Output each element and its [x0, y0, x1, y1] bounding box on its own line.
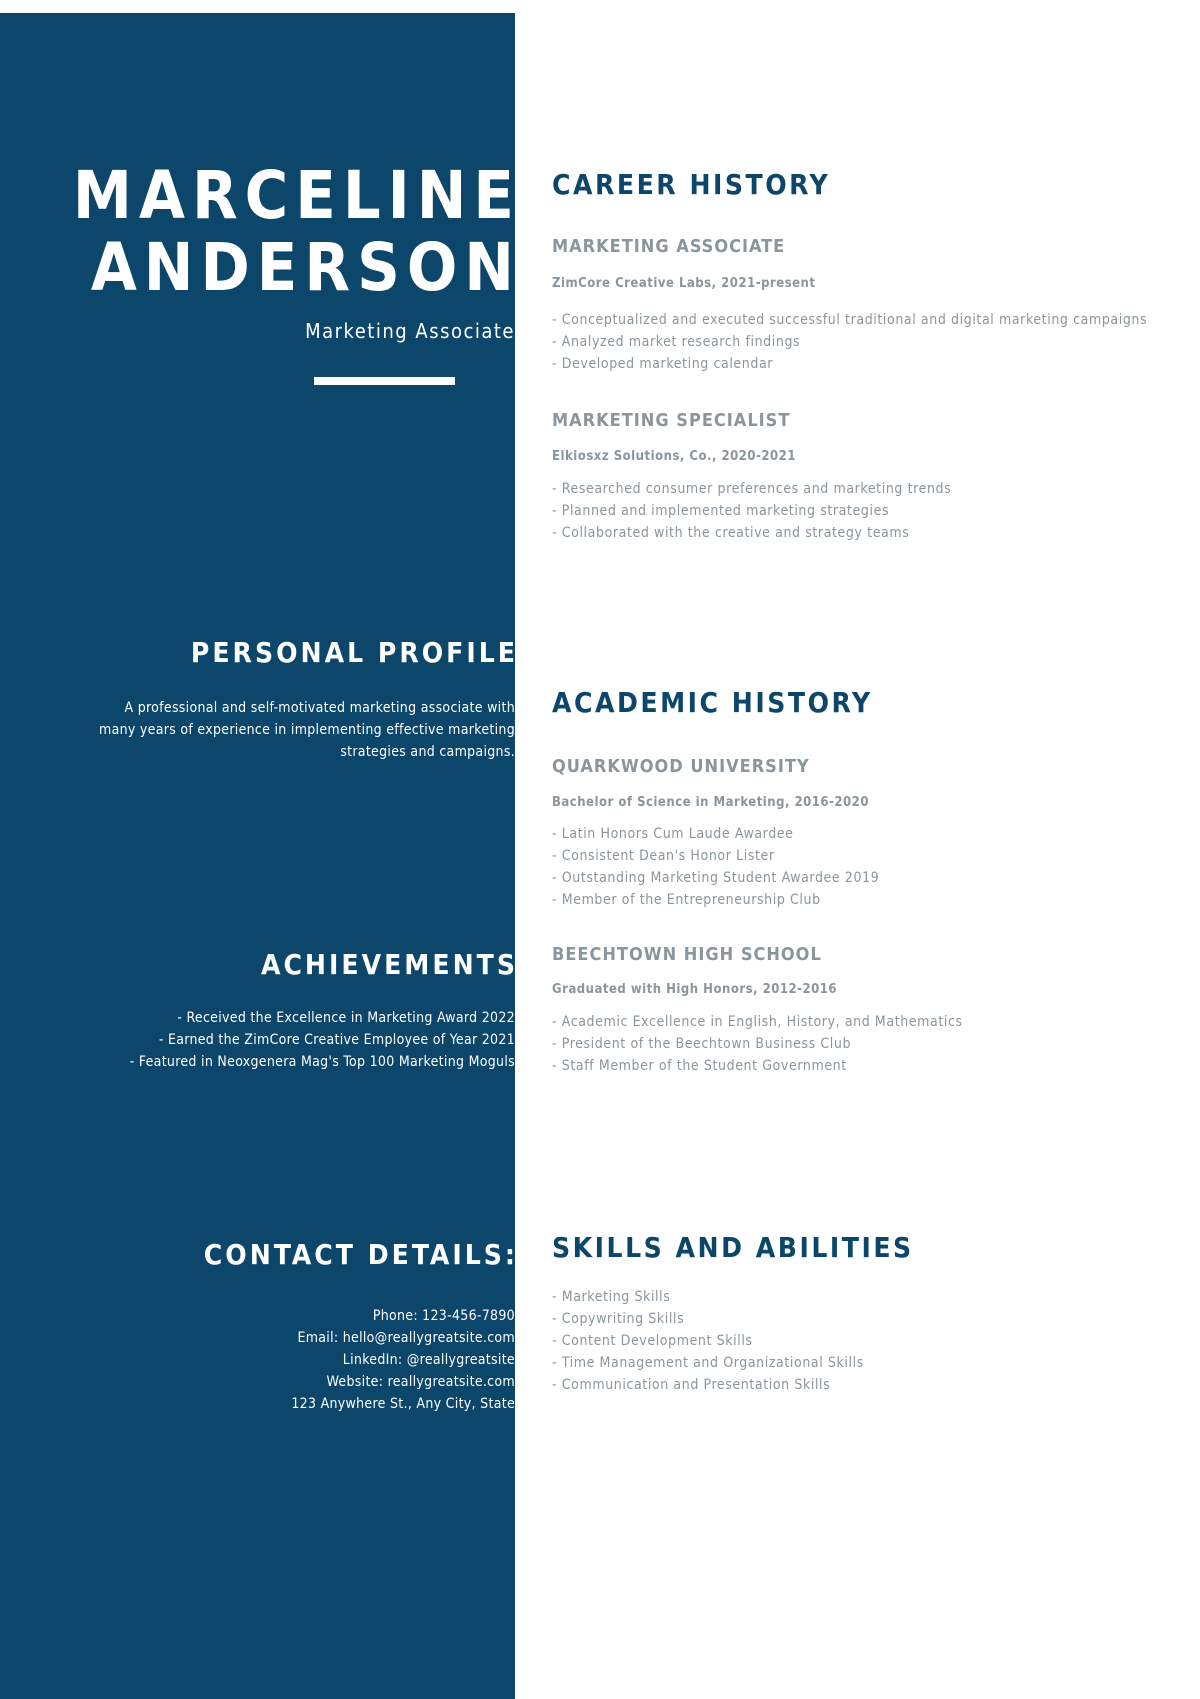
school-bullet: - President of the Beechtown Business Club — [552, 1036, 852, 1052]
academic-history-heading: ACADEMIC HISTORY — [552, 686, 873, 719]
skills-list — [552, 1286, 864, 1396]
school-bullets — [552, 823, 879, 911]
job-bullet: - Planned and implemented marketing strategies — [552, 503, 890, 519]
candidate-name — [72, 157, 521, 306]
achievement-item: - Featured in Neoxgenera Mag's Top 100 Marketing Moguls — [129, 1054, 515, 1070]
profile-line: many years of experience in implementing effective marketing — [99, 722, 515, 738]
achievement-item: - Received the Excellence in Marketing Award 2022 — [177, 1010, 515, 1026]
school-bullet: - Consistent Dean's Honor Lister — [552, 848, 775, 864]
personal-profile-text — [99, 697, 515, 763]
job-role: MARKETING SPECIALIST — [552, 410, 791, 431]
job-bullet: - Collaborated with the creative and strategy teams — [552, 525, 910, 541]
job-bullet: - Researched consumer preferences and marketing trends — [552, 481, 952, 497]
achievements-list — [130, 1007, 515, 1073]
contact-address: 123 Anywhere St., Any City, State — [291, 1396, 515, 1412]
job-role: MARKETING ASSOCIATE — [552, 236, 786, 257]
job-org: Elkiosxz Solutions, Co., 2020-2021 — [552, 449, 796, 464]
job-bullets — [552, 478, 951, 544]
job-org: ZimCore Creative Labs, 2021-present — [552, 276, 816, 291]
contact-phone: Phone: 123-456-7890 — [372, 1308, 515, 1324]
contact-list — [291, 1305, 515, 1415]
skill-item: - Copywriting Skills — [552, 1311, 685, 1327]
skill-item: - Time Management and Organizational Skills — [552, 1355, 864, 1371]
career-history-heading: CAREER HISTORY — [552, 168, 831, 201]
school-degree: Bachelor of Science in Marketing, 2016-2020 — [552, 795, 869, 810]
school-bullet: - Academic Excellence in English, History, and Mathematics — [552, 1014, 963, 1030]
school-bullet: - Latin Honors Cum Laude Awardee — [552, 826, 794, 842]
contact-website: Website: reallygreatsite.com — [326, 1374, 515, 1390]
profile-line: strategies and campaigns. — [340, 744, 515, 760]
skill-item: - Marketing Skills — [552, 1289, 671, 1305]
achievements-heading: ACHIEVEMENTS — [260, 948, 518, 981]
school-name: QUARKWOOD UNIVERSITY — [552, 756, 810, 777]
school-bullet: - Staff Member of the Student Government — [552, 1058, 847, 1074]
school-name: BEECHTOWN HIGH SCHOOL — [552, 944, 822, 965]
last-name: ANDERSON — [90, 229, 521, 306]
school-bullet: - Member of the Entrepreneurship Club — [552, 892, 821, 908]
contact-linkedin: LinkedIn: @reallygreatsite — [342, 1352, 515, 1368]
skill-item: - Communication and Presentation Skills — [552, 1377, 831, 1393]
school-bullet: - Outstanding Marketing Student Awardee 2019 — [552, 870, 880, 886]
personal-profile-heading: PERSONAL PROFILE — [190, 636, 518, 669]
job-title: Marketing Associate — [305, 319, 515, 343]
school-bullets — [552, 1011, 963, 1077]
achievement-item: - Earned the ZimCore Creative Employee of Year 2021 — [158, 1032, 515, 1048]
skills-heading: SKILLS AND ABILITIES — [552, 1231, 914, 1264]
first-name: MARCELINE — [72, 157, 521, 234]
contact-email: Email: hello@reallygreatsite.com — [297, 1330, 515, 1346]
job-bullets — [552, 309, 1147, 375]
contact-heading: CONTACT DETAILS: — [203, 1238, 518, 1271]
profile-line: A professional and self-motivated marketing associate with — [124, 700, 515, 716]
job-bullet: - Developed marketing calendar — [552, 356, 774, 372]
title-divider — [314, 377, 455, 385]
job-bullet: - Analyzed market research findings — [552, 334, 801, 350]
school-degree: Graduated with High Honors, 2012-2016 — [552, 982, 838, 997]
job-bullet: - Conceptualized and executed successful traditional and digital marketing campaigns — [552, 312, 1148, 328]
skill-item: - Content Development Skills — [552, 1333, 753, 1349]
